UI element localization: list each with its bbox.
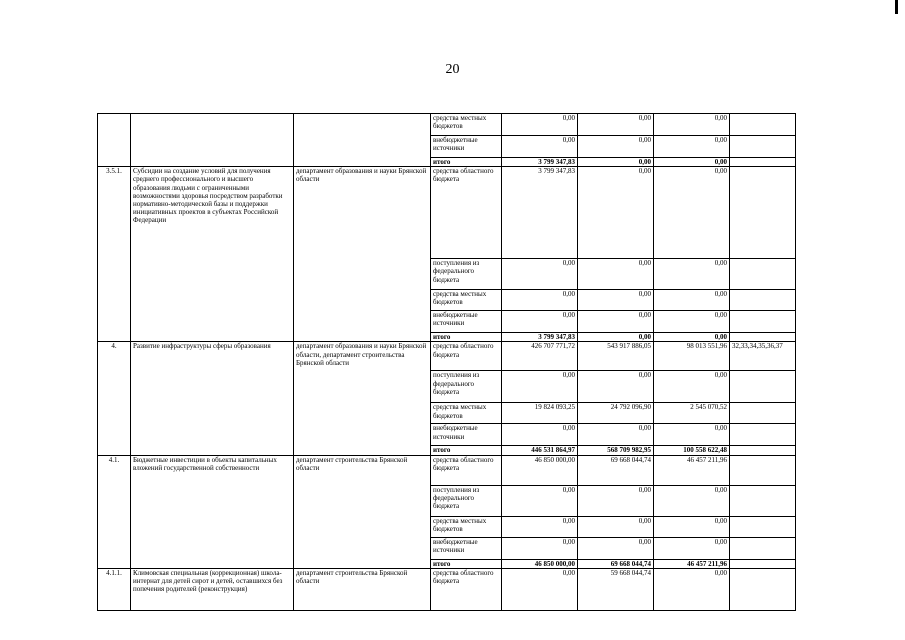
funding-source: итого [431,333,502,342]
row-title [131,114,294,167]
indicator-refs [730,371,796,403]
value-year-2: 0,00 [578,167,654,259]
value-year-3: 100 558 622,48 [654,446,730,455]
value-year-1: 0,00 [502,136,578,158]
funding-source: поступления из федерального бюджета [431,485,502,516]
funding-source: средства местных бюджетов [431,114,502,136]
value-year-1: 0,00 [502,259,578,290]
value-year-1: 46 850 000,00 [502,559,578,568]
value-year-1: 0,00 [502,537,578,559]
value-year-3: 46 457 211,96 [654,455,730,485]
table-row [98,342,796,371]
value-year-2: 0,00 [578,371,654,403]
funding-source: внебюджетные источники [431,424,502,446]
value-year-1: 0,00 [502,114,578,136]
value-year-3: 2 545 070,52 [654,403,730,424]
value-year-3: 0,00 [654,333,730,342]
value-year-3: 0,00 [654,371,730,403]
value-year-2: 0,00 [578,516,654,537]
scan-margin-mark [895,0,898,14]
indicator-refs [730,259,796,290]
row-title: Субсидии на создание условий для получения среднего профессионального и высшего образования людьми с ограниченными возможностями здоровья посредством разработки нормативно-методической базы и поддержки инициативных проектов в субъектах Российской Федерации [131,167,294,342]
value-year-1: 0,00 [502,311,578,333]
row-department [294,114,431,167]
funding-source: средства областного бюджета [431,455,502,485]
value-year-3: 0,00 [654,114,730,136]
value-year-3: 0,00 [654,516,730,537]
value-year-2: 568 709 982,95 [578,446,654,455]
row-index [98,114,131,167]
indicator-refs [730,333,796,342]
row-index: 3.5.1. [98,167,131,342]
row-index: 4. [98,342,131,455]
value-year-3: 0,00 [654,424,730,446]
indicator-refs [730,455,796,485]
funding-source: внебюджетные источники [431,136,502,158]
value-year-1: 0,00 [502,424,578,446]
value-year-2: 0,00 [578,259,654,290]
indicator-refs [730,136,796,158]
indicator-refs [730,158,796,167]
table-row [98,455,796,485]
funding-source: средства местных бюджетов [431,403,502,424]
indicator-refs [730,403,796,424]
indicator-refs [730,114,796,136]
value-year-3: 0,00 [654,259,730,290]
budget-table [97,113,796,611]
value-year-3: 0,00 [654,167,730,259]
row-department: департамент образования и науки Брянской области [294,167,431,342]
value-year-2: 0,00 [578,537,654,559]
funding-source: итого [431,559,502,568]
value-year-1: 0,00 [502,371,578,403]
value-year-3: 0,00 [654,136,730,158]
funding-source: средства областного бюджета [431,342,502,371]
row-index: 4.1.1. [98,568,131,610]
value-year-3: 98 013 551,96 [654,342,730,371]
value-year-1: 0,00 [502,290,578,311]
value-year-1: 446 531 864,97 [502,446,578,455]
value-year-2: 59 668 044,74 [578,568,654,610]
table-row [98,114,796,136]
value-year-1: 19 824 093,25 [502,403,578,424]
value-year-2: 0,00 [578,424,654,446]
value-year-2: 0,00 [578,290,654,311]
indicator-refs: 32,33,34,35,36,37 [730,342,796,371]
indicator-refs [730,485,796,516]
value-year-1: 0,00 [502,568,578,610]
funding-source: средства местных бюджетов [431,290,502,311]
row-title: Бюджетные инвестиции в объекты капитальных вложений государственной собственности [131,455,294,568]
indicator-refs [730,290,796,311]
value-year-2: 0,00 [578,311,654,333]
value-year-2: 0,00 [578,114,654,136]
value-year-1: 0,00 [502,485,578,516]
value-year-1: 426 707 771,72 [502,342,578,371]
row-title: Развитие инфраструктуры сферы образования [131,342,294,455]
row-index: 4.1. [98,455,131,568]
indicator-refs [730,446,796,455]
value-year-1: 3 799 347,83 [502,158,578,167]
value-year-3: 0,00 [654,485,730,516]
value-year-2: 69 668 044,74 [578,455,654,485]
table-row [98,568,796,610]
indicator-refs [730,311,796,333]
row-department: департамент строительства Брянской области [294,568,431,610]
funding-source: средства областного бюджета [431,568,502,610]
value-year-2: 24 792 096,90 [578,403,654,424]
funding-source: поступления из федерального бюджета [431,371,502,403]
value-year-3: 0,00 [654,311,730,333]
indicator-refs [730,568,796,610]
row-department: департамент строительства Брянской области [294,455,431,568]
value-year-1: 3 799 347,83 [502,333,578,342]
value-year-2: 543 917 886,05 [578,342,654,371]
value-year-2: 0,00 [578,158,654,167]
value-year-2: 0,00 [578,485,654,516]
funding-source: средства местных бюджетов [431,516,502,537]
funding-source: средства областного бюджета [431,167,502,259]
funding-source: внебюджетные источники [431,537,502,559]
funding-source: итого [431,446,502,455]
funding-source: поступления из федерального бюджета [431,259,502,290]
value-year-2: 0,00 [578,333,654,342]
funding-source: внебюджетные источники [431,311,502,333]
row-title: Климовская специальная (коррекционная) школа-интернат для детей сирот и детей, оставшихся без попечения родителей (реконструкция) [131,568,294,610]
value-year-3: 0,00 [654,290,730,311]
indicator-refs [730,167,796,259]
value-year-3: 46 457 211,96 [654,559,730,568]
indicator-refs [730,516,796,537]
value-year-3: 0,00 [654,158,730,167]
row-department: департамент образования и науки Брянской области, департамент строительства Брянской области [294,342,431,455]
value-year-3: 0,00 [654,537,730,559]
table-row [98,167,796,259]
page-number: 20 [445,62,460,77]
indicator-refs [730,559,796,568]
value-year-3: 0,00 [654,568,730,610]
indicator-refs [730,424,796,446]
value-year-1: 46 850 000,00 [502,455,578,485]
value-year-2: 0,00 [578,136,654,158]
value-year-1: 0,00 [502,516,578,537]
funding-source: итого [431,158,502,167]
value-year-1: 3 799 347,83 [502,167,578,259]
value-year-2: 69 668 044,74 [578,559,654,568]
indicator-refs [730,537,796,559]
